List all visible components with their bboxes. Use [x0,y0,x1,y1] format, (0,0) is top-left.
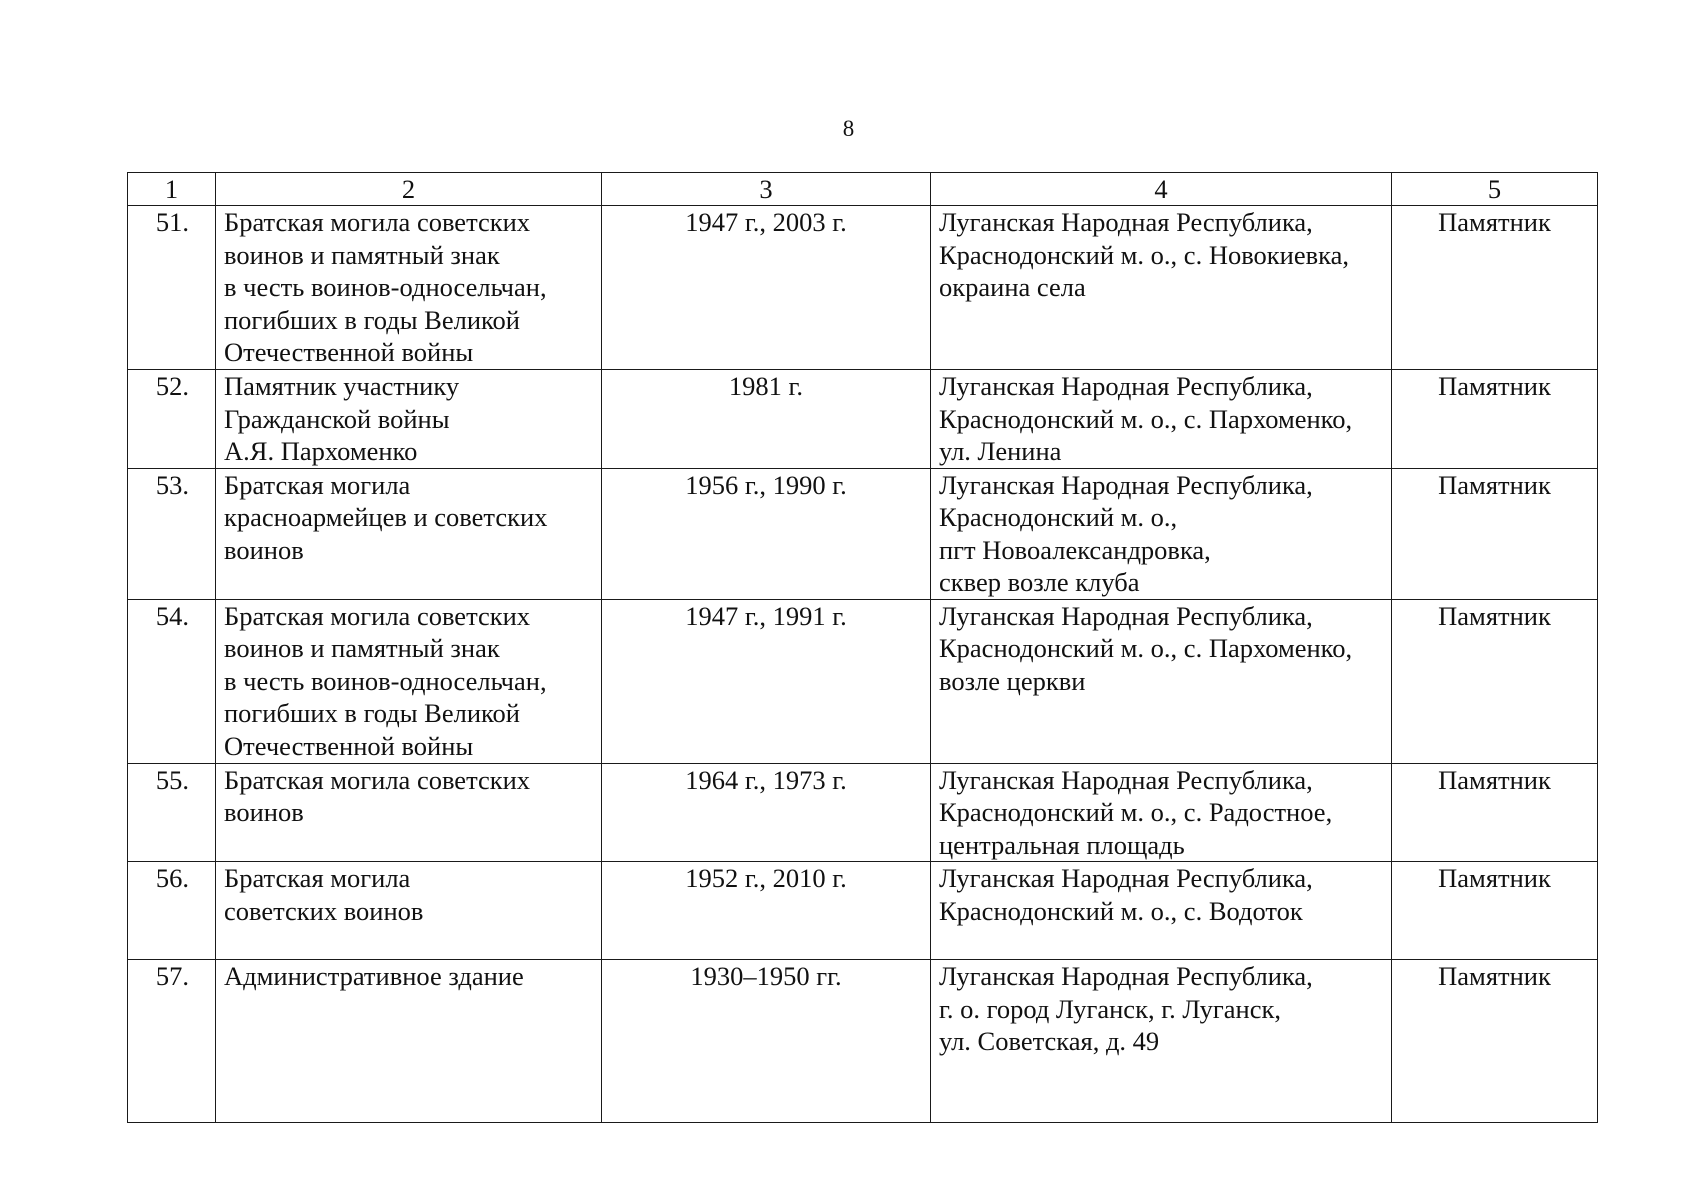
table-header-row [128,173,1598,206]
row-number: 55. [128,763,216,862]
object-address: Луганская Народная Республика, Краснодонский м. о., пгт Новоалександровка, сквер возле клуба [931,468,1392,599]
table-row [128,206,1598,370]
object-name: Братская могила советских воинов [216,862,602,960]
column-header: 3 [602,173,931,206]
table-row [128,960,1598,1123]
page-number: 8 [842,116,855,141]
row-number: 54. [128,599,216,763]
object-type: Памятник [1392,763,1598,862]
row-number: 56. [128,862,216,960]
object-address: Луганская Народная Республика, Краснодонский м. о., с. Радостное, центральная площадь [931,763,1392,862]
object-type: Памятник [1392,599,1598,763]
object-name: Братская могила советских воинов и памятный знак в честь воинов-односельчан, погибших в годы Великой Отечественной войны [216,599,602,763]
table-row [128,468,1598,599]
object-date: 1930–1950 гг. [602,960,931,1123]
object-address: Луганская Народная Республика, г. о. город Луганск, г. Луганск, ул. Советская, д. 49 [931,960,1392,1123]
object-date: 1964 г., 1973 г. [602,763,931,862]
object-date: 1981 г. [602,370,931,469]
object-name: Административное здание [216,960,602,1123]
table-row [128,763,1598,862]
row-number: 57. [128,960,216,1123]
object-type: Памятник [1392,206,1598,370]
row-number: 51. [128,206,216,370]
column-header: 1 [128,173,216,206]
object-name: Памятник участнику Гражданской войны А.Я. Пархоменко [216,370,602,469]
object-date: 1947 г., 1991 г. [602,599,931,763]
object-name: Братская могила советских воинов [216,763,602,862]
table-row [128,862,1598,960]
object-type: Памятник [1392,370,1598,469]
object-address: Луганская Народная Республика, Краснодонский м. о., с. Водоток [931,862,1392,960]
column-header: 2 [216,173,602,206]
object-name: Братская могила красноармейцев и советских воинов [216,468,602,599]
object-type: Памятник [1392,960,1598,1123]
table-row [128,370,1598,469]
object-name: Братская могила советских воинов и памятный знак в честь воинов-односельчан, погибших в годы Великой Отечественной войны [216,206,602,370]
object-date: 1947 г., 2003 г. [602,206,931,370]
row-number: 53. [128,468,216,599]
object-address: Луганская Народная Республика, Краснодонский м. о., с. Пархоменко, ул. Ленина [931,370,1392,469]
object-type: Памятник [1392,862,1598,960]
row-number: 52. [128,370,216,469]
object-type: Памятник [1392,468,1598,599]
table-row [128,599,1598,763]
column-header: 4 [931,173,1392,206]
object-date: 1956 г., 1990 г. [602,468,931,599]
monuments-table [127,172,1598,1123]
object-address: Луганская Народная Республика, Краснодонский м. о., с. Пархоменко, возле церкви [931,599,1392,763]
column-header: 5 [1392,173,1598,206]
object-date: 1952 г., 2010 г. [602,862,931,960]
object-address: Луганская Народная Республика, Краснодонский м. о., с. Новокиевка, окраина села [931,206,1392,370]
